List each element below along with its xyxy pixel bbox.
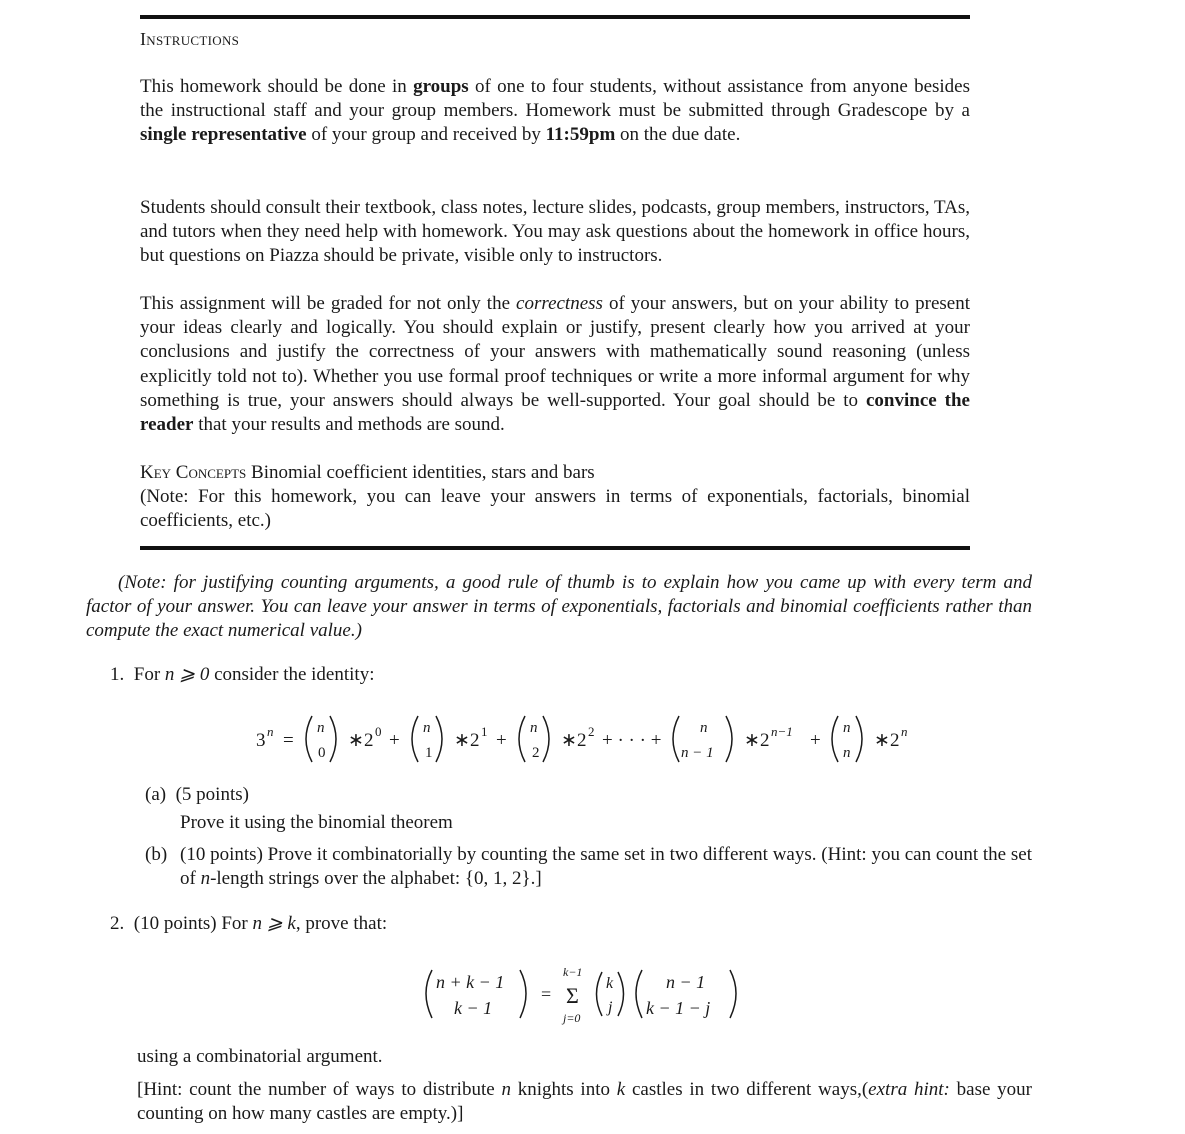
svg-text:k − 1 − j: k − 1 − j bbox=[646, 998, 711, 1018]
svg-text:n−1: n−1 bbox=[771, 724, 793, 739]
svg-text:k: k bbox=[606, 975, 614, 992]
svg-text:n − 1: n − 1 bbox=[681, 745, 714, 761]
svg-text:∗: ∗ bbox=[744, 730, 760, 751]
svg-text:n: n bbox=[423, 720, 431, 736]
q2-condition: n ⩾ k bbox=[252, 913, 296, 934]
q1-condition: n ⩾ 0 bbox=[164, 664, 210, 685]
svg-text:1: 1 bbox=[425, 745, 433, 761]
svg-text:+: + bbox=[389, 730, 400, 751]
svg-text:n − 1: n − 1 bbox=[666, 972, 706, 992]
q1b-label: (b) bbox=[145, 844, 168, 865]
binomial-term-n bbox=[832, 716, 908, 762]
svg-text:0: 0 bbox=[318, 745, 326, 761]
q1a-heading bbox=[145, 783, 249, 807]
q2-number: 2. bbox=[110, 913, 125, 934]
svg-text:2: 2 bbox=[588, 724, 595, 739]
svg-text:∗: ∗ bbox=[348, 730, 364, 751]
binomial-term-n-minus-1 bbox=[673, 716, 821, 762]
q2-after-text: using a combinatorial argument. bbox=[137, 1046, 383, 1067]
q2-identity-equation bbox=[420, 960, 750, 1030]
q1-lhs: 3 bbox=[256, 730, 266, 751]
svg-text:Σ: Σ bbox=[566, 983, 579, 1008]
bottom-rule bbox=[140, 546, 970, 550]
svg-text:+: + bbox=[810, 730, 821, 751]
intro-note: (Note: for justifying counting arguments, a good rule of thumb is to explain how you came up with every term and factor of your answer. You can leave your answer in terms of exponentials, factorials and binomial coefficients rather than compute the exact numerical value.) bbox=[86, 572, 1032, 642]
svg-text:=: = bbox=[283, 730, 294, 751]
q1a-label: (a) bbox=[145, 784, 167, 805]
instructions-heading: Instructions bbox=[140, 29, 240, 49]
svg-text:n: n bbox=[843, 745, 851, 761]
svg-text:2: 2 bbox=[364, 730, 374, 751]
top-rule bbox=[140, 15, 970, 19]
q1-statement: 1. For n ⩾ 0 consider the identity: bbox=[110, 664, 375, 685]
q1b-text: (10 points) Prove it combinatorially by counting the same set in two different ways. (Hint: you can count the set of n-length strings over the alphabet: {0, 1, 2}.] bbox=[180, 844, 1032, 890]
svg-text:+ · · · +: + · · · + bbox=[602, 730, 662, 751]
svg-text:+: + bbox=[496, 730, 507, 751]
svg-text:∗: ∗ bbox=[454, 730, 470, 751]
key-concepts: Key Concepts Binomial coefficient identities, stars and bars bbox=[140, 462, 595, 483]
svg-text:∗: ∗ bbox=[561, 730, 577, 751]
q1-number: 1. bbox=[110, 664, 125, 685]
svg-text:n: n bbox=[317, 720, 325, 736]
q2-hint: [Hint: count the number of ways to distribute n knights into k castles in two different ways,(extra hint: base your counting on how many castles are empty.)] bbox=[137, 1079, 1033, 1125]
svg-text:n: n bbox=[267, 724, 274, 739]
binomial-term-2 bbox=[519, 716, 661, 762]
instructions-note: (Note: For this homework, you can leave your answers in terms of exponentials, factorials, binomial coefficients, etc.) bbox=[140, 486, 970, 532]
svg-text:j=0: j=0 bbox=[563, 1011, 581, 1025]
binomial-term-0 bbox=[306, 716, 400, 762]
svg-text:k−1: k−1 bbox=[563, 965, 583, 979]
key-concepts-label: Key Concepts bbox=[140, 462, 247, 483]
svg-text:0: 0 bbox=[375, 724, 382, 739]
svg-text:n: n bbox=[530, 720, 538, 736]
instructions-paragraph-1: This homework should be done in groups of one to four students, without assistance from anyone besides the instructional staff and your group members. Homework must be submitted through Gradescope by a single representative of your group and received by 11:59pm on the due date. bbox=[140, 76, 971, 146]
q1a-text: Prove it using the binomial theorem bbox=[180, 812, 453, 833]
svg-text:k − 1: k − 1 bbox=[454, 998, 493, 1018]
instructions-paragraph-3: This assignment will be graded for not only the correctness of your answers, but on your ability to present your ideas clearly and logically. You should explain or justify, present clearly how you arrived at your conclusions and justify the correctness of your answers with mathematically sound reasoning (unless explicitly told not to). Whether you use formal proof techniques or write a more informal argument for why something is true, your answers should always be well-supported. Your goal should be to convince the reader that your results and methods are sound. bbox=[140, 293, 971, 436]
svg-text:∗: ∗ bbox=[874, 730, 890, 751]
svg-text:n: n bbox=[700, 720, 708, 736]
instructions-paragraph-2: Students should consult their textbook, class notes, lecture slides, podcasts, group members, instructors, TAs, and tutors when they need help with homework. You may ask questions about the homework in office hours, but questions on Piazza should be private, visible only to instructors. bbox=[140, 197, 970, 267]
binomial-term-1 bbox=[412, 716, 507, 762]
q1-identity-equation bbox=[250, 708, 930, 770]
svg-text:n: n bbox=[843, 720, 851, 736]
q2-statement: 2. (10 points) For n ⩾ k, prove that: bbox=[110, 913, 388, 934]
svg-text:2: 2 bbox=[577, 730, 587, 751]
svg-text:n + k − 1: n + k − 1 bbox=[436, 972, 505, 992]
svg-text:2: 2 bbox=[470, 730, 480, 751]
q1a-points: (5 points) bbox=[175, 784, 249, 805]
svg-text:2: 2 bbox=[760, 730, 770, 751]
svg-text:2: 2 bbox=[890, 730, 900, 751]
svg-text:j: j bbox=[608, 999, 613, 1016]
svg-text:1: 1 bbox=[481, 724, 488, 739]
svg-text:n: n bbox=[901, 724, 908, 739]
svg-text:=: = bbox=[541, 984, 552, 1004]
svg-text:2: 2 bbox=[532, 745, 540, 761]
